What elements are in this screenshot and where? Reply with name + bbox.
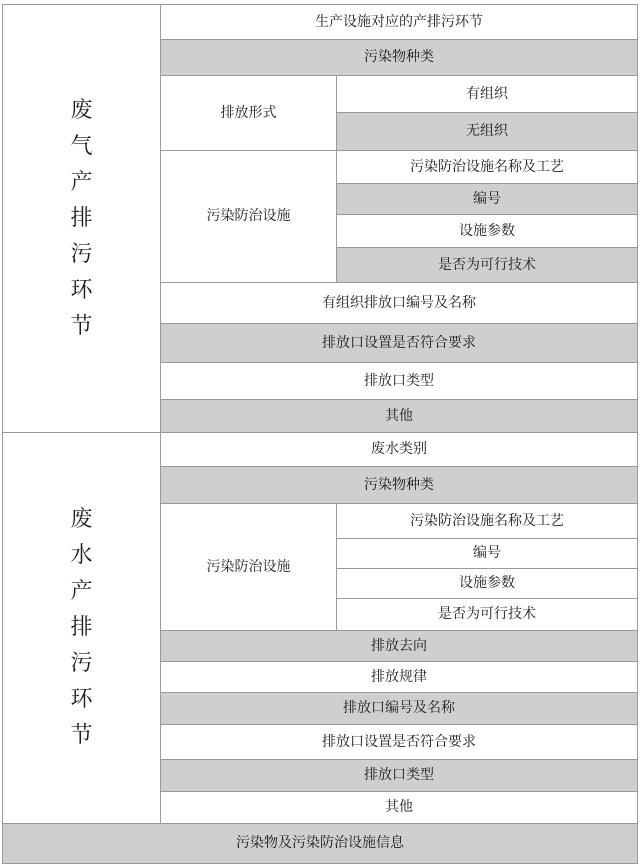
footer-summary: 污染物及污染防治设施信息 [2, 823, 638, 864]
wastewater-outlet-type: 排放口类型 [160, 759, 638, 792]
wastewater-pattern: 排放规律 [160, 661, 638, 693]
exhaust-facility-params: 设施参数 [336, 214, 638, 248]
exhaust-title-char: 污 [70, 241, 93, 267]
wastewater-facility-number: 编号 [336, 538, 638, 569]
exhaust-title-char: 排 [70, 205, 93, 231]
wastewater-title-char: 废 [70, 507, 93, 532]
exhaust-facility-feasible: 是否为可行技术 [336, 247, 638, 283]
wastewater-category: 废水类别 [160, 432, 638, 467]
wastewater-title-char: 产 [70, 579, 93, 604]
exhaust-other: 其他 [160, 399, 638, 433]
wastewater-pollutant-type: 污染物种类 [160, 466, 638, 504]
exhaust-facility-name-process: 污染防治设施名称及工艺 [336, 150, 638, 184]
wastewater-destination: 排放去向 [160, 630, 638, 662]
wastewater-other: 其他 [160, 791, 638, 824]
wastewater-facility-name-process: 污染防治设施名称及工艺 [336, 503, 638, 539]
exhaust-section-title [2, 4, 161, 433]
wastewater-title-char: 污 [70, 651, 93, 676]
exhaust-header: 生产设施对应的产排污环节 [160, 4, 638, 40]
wastewater-outlet-id-name: 排放口编号及名称 [160, 692, 638, 725]
exhaust-title-char: 环 [70, 277, 93, 303]
exhaust-title-char: 废 [70, 97, 93, 123]
exhaust-title-char: 产 [70, 169, 93, 195]
exhaust-title-char: 节 [70, 313, 93, 339]
wastewater-title-char: 节 [70, 723, 93, 748]
wastewater-title-char: 水 [70, 543, 93, 568]
wastewater-facility-feasible: 是否为可行技术 [336, 598, 638, 631]
wastewater-outlet-compliant: 排放口设置是否符合要求 [160, 724, 638, 760]
exhaust-facility-label: 污染防治设施 [160, 150, 337, 283]
exhaust-facility-number: 编号 [336, 183, 638, 215]
wastewater-title-char: 环 [70, 687, 93, 712]
wastewater-title-char: 排 [70, 615, 93, 640]
exhaust-emission-form-label: 排放形式 [160, 75, 337, 151]
exhaust-outlet-id-name: 有组织排放口编号及名称 [160, 282, 638, 324]
wastewater-facility-label: 污染防治设施 [160, 503, 337, 631]
exhaust-pollutant-type: 污染物种类 [160, 39, 638, 76]
wastewater-section-title [2, 432, 161, 824]
wastewater-facility-params: 设施参数 [336, 568, 638, 599]
exhaust-outlet-compliant: 排放口设置是否符合要求 [160, 323, 638, 363]
exhaust-emission-organized: 有组织 [336, 75, 638, 113]
exhaust-outlet-type: 排放口类型 [160, 362, 638, 400]
exhaust-emission-unorganized: 无组织 [336, 112, 638, 151]
exhaust-title-char: 气 [70, 133, 93, 159]
